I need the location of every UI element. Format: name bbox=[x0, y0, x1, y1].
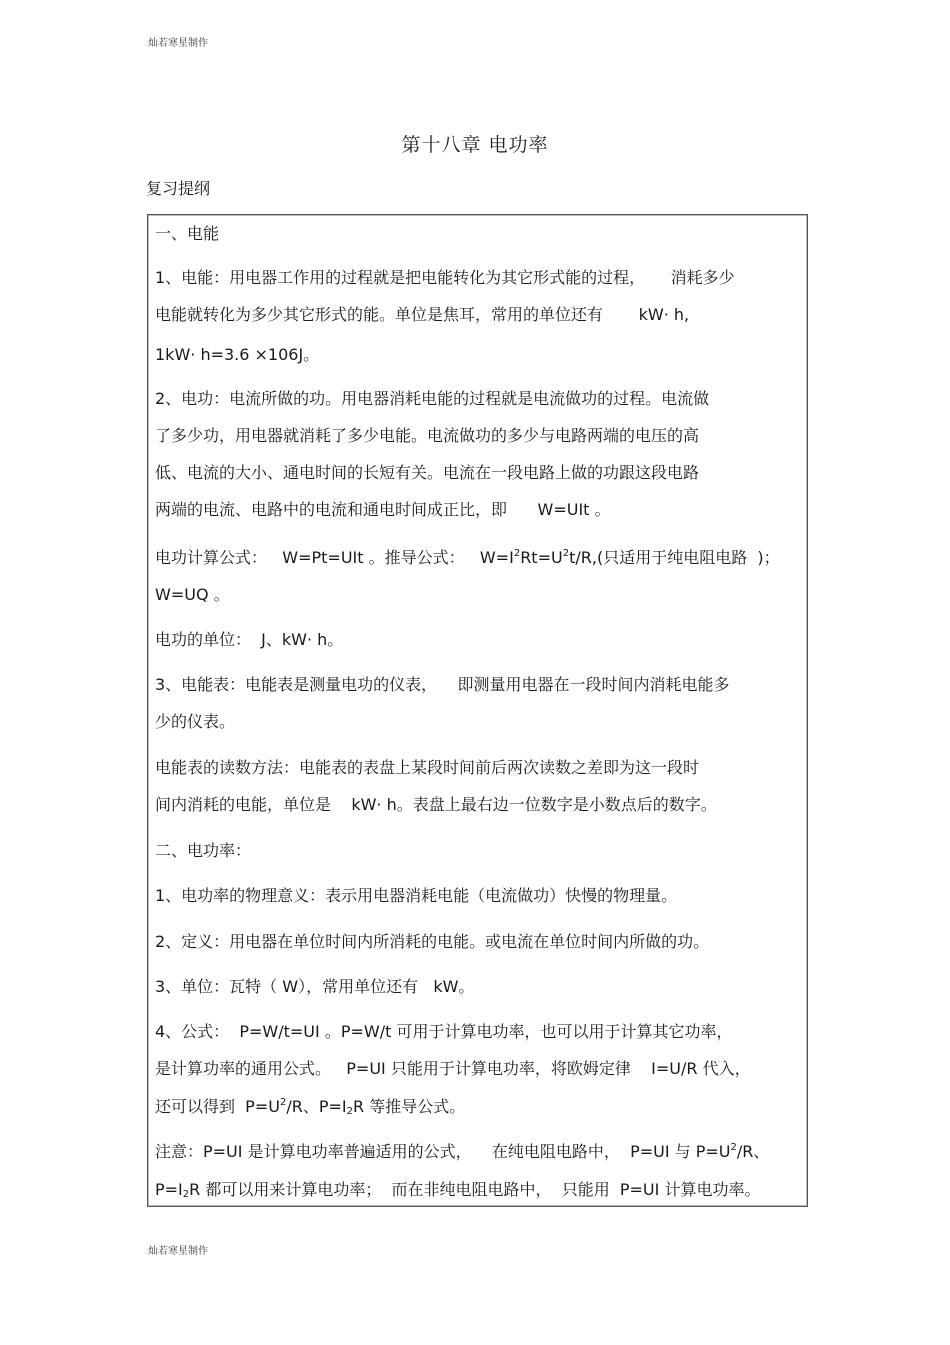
formula-text: /R、 bbox=[736, 1142, 770, 1161]
paragraph-line: 是计算功率的通用公式。 P=UI 只能用于计算电功率，将欧姆定律 I=U/R 代入， bbox=[155, 1059, 751, 1078]
paragraph-line: 少的仪表。 bbox=[155, 712, 236, 731]
formula-line bbox=[155, 1180, 760, 1200]
superscript: 2 bbox=[513, 548, 521, 559]
formula-text: P=I bbox=[155, 1180, 183, 1199]
superscript: 2 bbox=[730, 1142, 737, 1153]
page-footer: 灿若寒星制作 bbox=[148, 1246, 208, 1257]
paragraph-line: W=UQ 。 bbox=[155, 585, 230, 604]
section-subtitle: 复习提纲 bbox=[146, 179, 211, 198]
formula-text: Rt=U bbox=[520, 548, 563, 567]
subscript: 2 bbox=[346, 1106, 353, 1117]
formula-line bbox=[155, 1142, 769, 1162]
formula-text: 电功计算公式： W=Pt=UIt 。推导公式： W=I bbox=[155, 548, 514, 567]
page-header: 灿若寒星制作 bbox=[148, 38, 208, 49]
formula-text: 注意：P=UI 是计算电功率普遍适用的公式， 在纯电阻电路中， P=UI 与 P=U bbox=[155, 1142, 731, 1161]
formula-text: 还可以得到 P=U bbox=[155, 1097, 280, 1116]
chapter-title: 第十八章 电功率 bbox=[401, 134, 549, 156]
subscript: 2 bbox=[182, 1189, 190, 1200]
paragraph-line: 4、公式： P=W/t=UI 。P=W/t 可用于计算电功率，也可以用于计算其它功率， bbox=[155, 1022, 733, 1041]
heading-electric-power: 二、电功率： bbox=[155, 841, 252, 860]
formula-line bbox=[155, 548, 780, 568]
formula-text: t/R,(只适用于纯电阻电路 )； bbox=[569, 548, 780, 567]
superscript: 2 bbox=[279, 1097, 287, 1108]
paragraph-line: 1、电能：用电器工作用的过程就是把电能转化为其它形式能的过程， 消耗多少 bbox=[155, 268, 735, 287]
superscript: 2 bbox=[562, 548, 570, 559]
paragraph-line: 2、定义：用电器在单位时间内所消耗的电能。或电流在单位时间内所做的功。 bbox=[155, 932, 710, 951]
paragraph-line: 电能表的读数方法：电能表的表盘上某段时间前后两次读数之差即为这一段时 bbox=[155, 758, 700, 777]
paragraph-line: 3、电能表：电能表是测量电功的仪表， 即测量用电器在一段时间内消耗电能多 bbox=[155, 675, 730, 694]
paragraph-line: 3、单位：瓦特（ W），常用单位还有 kW。 bbox=[155, 977, 475, 996]
paragraph-line: 了多少功，用电器就消耗了多少电能。电流做功的多少与电路两端的电压的高 bbox=[155, 426, 700, 445]
paragraph-line: 电能就转化为多少其它形式的能。单位是焦耳，常用的单位还有 kW· h, bbox=[155, 305, 690, 324]
heading-electric-energy: 一、电能 bbox=[155, 224, 220, 243]
formula-text: /R、P=I bbox=[286, 1097, 347, 1116]
paragraph-line: 间内消耗的电能，单位是 kW· h。表盘上最右边一位数字是小数点后的数字。 bbox=[155, 795, 717, 814]
paragraph-line: 低、电流的大小、通电时间的长短有关。电流在一段电路上做的功跟这段电路 bbox=[155, 463, 700, 482]
formula-text: R 等推导公式。 bbox=[353, 1097, 466, 1116]
paragraph-line: 1kW· h=3.6 ×106J。 bbox=[155, 345, 320, 364]
paragraph-line: 2、电功：电流所做的功。用电器消耗电能的过程就是电流做功的过程。电流做 bbox=[155, 389, 710, 408]
formula-text: R 都可以用来计算电功率； 而在非纯电阻电路中， 只能用 P=UI 计算电功率。 bbox=[189, 1180, 761, 1199]
paragraph-line: 两端的电流、电路中的电流和通电时间成正比，即 W=UIt 。 bbox=[155, 500, 611, 519]
paragraph-line: 1、电功率的物理意义：表示用电器消耗电能（电流做功）快慢的物理量。 bbox=[155, 886, 678, 905]
paragraph-line: 电功的单位： J、kW· h。 bbox=[155, 630, 344, 649]
formula-line bbox=[155, 1097, 465, 1117]
